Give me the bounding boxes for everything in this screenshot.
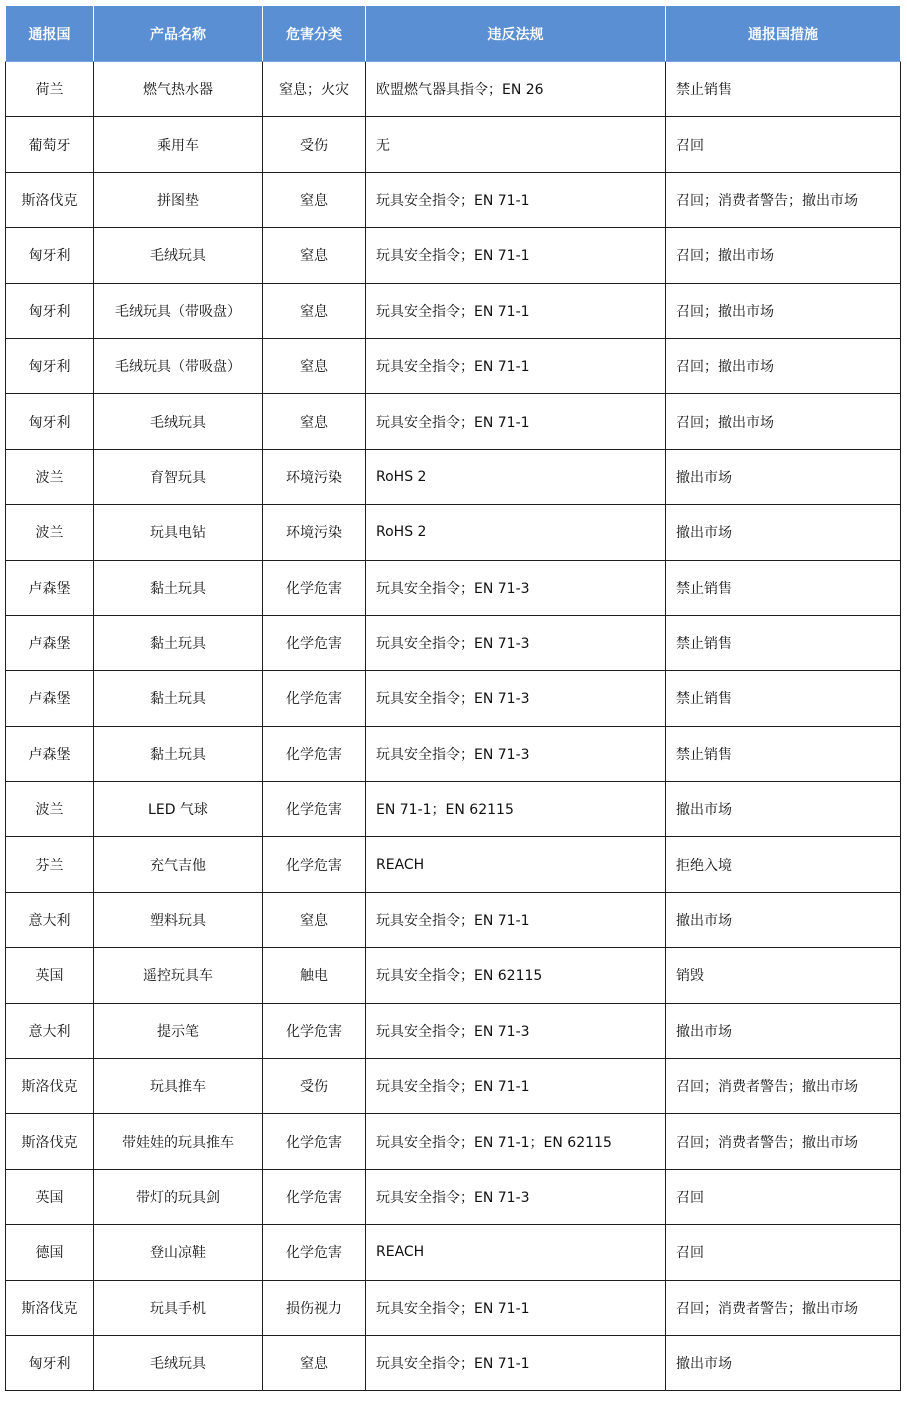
cell-country: 意大利 [6, 1003, 94, 1058]
cell-product-name: 育智玩具 [94, 449, 263, 504]
cell-product-name: 玩具推车 [94, 1059, 263, 1114]
cell-measures: 召回；撤出市场 [666, 394, 901, 449]
cell-product-name: 燃气热水器 [94, 62, 263, 117]
cell-country: 匈牙利 [6, 283, 94, 338]
cell-country: 葡萄牙 [6, 117, 94, 172]
cell-measures: 禁止销售 [666, 560, 901, 615]
cell-country: 芬兰 [6, 837, 94, 892]
cell-violated-regulation: 玩具安全指令；EN 62115 [366, 948, 666, 1003]
cell-product-name: 毛绒玩具（带吸盘） [94, 338, 263, 393]
cell-measures: 撤出市场 [666, 505, 901, 560]
cell-hazard-category: 环境污染 [263, 449, 366, 504]
cell-country: 波兰 [6, 505, 94, 560]
table-row [6, 62, 901, 117]
cell-measures: 召回 [666, 1225, 901, 1280]
cell-product-name: 充气吉他 [94, 837, 263, 892]
cell-violated-regulation: RoHS 2 [366, 505, 666, 560]
cell-product-name: 毛绒玩具 [94, 394, 263, 449]
cell-hazard-category: 窒息 [263, 228, 366, 283]
table-row [6, 837, 901, 892]
table-row [6, 1003, 901, 1058]
cell-measures: 销毁 [666, 948, 901, 1003]
cell-hazard-category: 化学危害 [263, 560, 366, 615]
cell-product-name: 遥控玩具车 [94, 948, 263, 1003]
cell-hazard-category: 受伤 [263, 117, 366, 172]
table-row [6, 228, 901, 283]
cell-product-name: 登山凉鞋 [94, 1225, 263, 1280]
cell-hazard-category: 窒息 [263, 1335, 366, 1390]
cell-measures: 召回；撤出市场 [666, 338, 901, 393]
cell-country: 卢森堡 [6, 615, 94, 670]
cell-product-name: 乘用车 [94, 117, 263, 172]
notification-table [5, 5, 901, 1391]
cell-violated-regulation: 玩具安全指令；EN 71-1 [366, 172, 666, 227]
table-row [6, 172, 901, 227]
cell-measures: 召回；消费者警告；撤出市场 [666, 172, 901, 227]
cell-violated-regulation: 玩具安全指令；EN 71-3 [366, 671, 666, 726]
cell-measures: 撤出市场 [666, 1003, 901, 1058]
cell-hazard-category: 触电 [263, 948, 366, 1003]
cell-country: 德国 [6, 1225, 94, 1280]
cell-measures: 禁止销售 [666, 615, 901, 670]
cell-country: 卢森堡 [6, 726, 94, 781]
table-row [6, 117, 901, 172]
cell-country: 意大利 [6, 892, 94, 947]
cell-country: 英国 [6, 1169, 94, 1224]
cell-country: 波兰 [6, 449, 94, 504]
cell-hazard-category: 窒息 [263, 892, 366, 947]
table-row [6, 1335, 901, 1390]
cell-violated-regulation: 玩具安全指令；EN 71-1 [366, 892, 666, 947]
notification-table-container [5, 5, 900, 1391]
header-product-name: 产品名称 [94, 6, 263, 62]
cell-measures: 撤出市场 [666, 892, 901, 947]
cell-measures: 召回；消费者警告；撤出市场 [666, 1114, 901, 1169]
cell-measures: 召回；消费者警告；撤出市场 [666, 1059, 901, 1114]
cell-hazard-category: 化学危害 [263, 1225, 366, 1280]
cell-product-name: 塑料玩具 [94, 892, 263, 947]
cell-violated-regulation: 玩具安全指令；EN 71-1 [366, 1335, 666, 1390]
cell-violated-regulation: 玩具安全指令；EN 71-1 [366, 283, 666, 338]
cell-country: 斯洛伐克 [6, 1280, 94, 1335]
table-row [6, 726, 901, 781]
cell-measures: 召回；消费者警告；撤出市场 [666, 1280, 901, 1335]
cell-violated-regulation: 玩具安全指令；EN 71-1；EN 62115 [366, 1114, 666, 1169]
header-measures: 通报国措施 [666, 6, 901, 62]
table-header [6, 6, 901, 62]
cell-country: 卢森堡 [6, 671, 94, 726]
cell-hazard-category: 化学危害 [263, 1003, 366, 1058]
cell-measures: 禁止销售 [666, 671, 901, 726]
cell-violated-regulation: 玩具安全指令；EN 71-3 [366, 560, 666, 615]
table-row [6, 1169, 901, 1224]
cell-violated-regulation: 玩具安全指令；EN 71-3 [366, 726, 666, 781]
cell-product-name: 黏土玩具 [94, 615, 263, 670]
cell-violated-regulation: 玩具安全指令；EN 71-3 [366, 615, 666, 670]
cell-product-name: 黏土玩具 [94, 671, 263, 726]
cell-country: 匈牙利 [6, 338, 94, 393]
cell-hazard-category: 环境污染 [263, 505, 366, 560]
table-row [6, 892, 901, 947]
cell-measures: 召回 [666, 1169, 901, 1224]
table-row [6, 615, 901, 670]
cell-country: 匈牙利 [6, 228, 94, 283]
table-row [6, 782, 901, 837]
header-country: 通报国 [6, 6, 94, 62]
table-row [6, 505, 901, 560]
header-violated-regulation: 违反法规 [366, 6, 666, 62]
cell-violated-regulation: 玩具安全指令；EN 71-1 [366, 1280, 666, 1335]
cell-country: 卢森堡 [6, 560, 94, 615]
cell-violated-regulation: 玩具安全指令；EN 71-1 [366, 1059, 666, 1114]
table-row [6, 1225, 901, 1280]
cell-violated-regulation: 玩具安全指令；EN 71-3 [366, 1169, 666, 1224]
cell-product-name: 提示笔 [94, 1003, 263, 1058]
cell-hazard-category: 化学危害 [263, 726, 366, 781]
cell-hazard-category: 化学危害 [263, 615, 366, 670]
table-body [6, 62, 901, 1391]
cell-country: 斯洛伐克 [6, 172, 94, 227]
cell-violated-regulation: 玩具安全指令；EN 71-3 [366, 1003, 666, 1058]
cell-country: 波兰 [6, 782, 94, 837]
cell-violated-regulation: 欧盟燃气器具指令；EN 26 [366, 62, 666, 117]
cell-product-name: 毛绒玩具 [94, 228, 263, 283]
cell-hazard-category: 窒息 [263, 394, 366, 449]
cell-hazard-category: 窒息；火灾 [263, 62, 366, 117]
cell-hazard-category: 窒息 [263, 172, 366, 227]
cell-product-name: 玩具电钻 [94, 505, 263, 560]
cell-measures: 撤出市场 [666, 782, 901, 837]
cell-violated-regulation: 玩具安全指令；EN 71-1 [366, 228, 666, 283]
cell-hazard-category: 化学危害 [263, 782, 366, 837]
table-row [6, 671, 901, 726]
cell-country: 匈牙利 [6, 394, 94, 449]
cell-measures: 禁止销售 [666, 62, 901, 117]
cell-violated-regulation: 无 [366, 117, 666, 172]
cell-violated-regulation: REACH [366, 837, 666, 892]
table-row [6, 394, 901, 449]
cell-hazard-category: 化学危害 [263, 1114, 366, 1169]
cell-hazard-category: 化学危害 [263, 1169, 366, 1224]
cell-measures: 召回；撤出市场 [666, 283, 901, 338]
cell-violated-regulation: RoHS 2 [366, 449, 666, 504]
cell-measures: 召回；撤出市场 [666, 228, 901, 283]
cell-measures: 撤出市场 [666, 1335, 901, 1390]
cell-country: 斯洛伐克 [6, 1114, 94, 1169]
cell-measures: 召回 [666, 117, 901, 172]
table-row [6, 948, 901, 1003]
cell-product-name: 黏土玩具 [94, 560, 263, 615]
table-row [6, 338, 901, 393]
cell-product-name: LED 气球 [94, 782, 263, 837]
cell-country: 荷兰 [6, 62, 94, 117]
cell-measures: 撤出市场 [666, 449, 901, 504]
table-row [6, 1114, 901, 1169]
cell-measures: 禁止销售 [666, 726, 901, 781]
cell-product-name: 玩具手机 [94, 1280, 263, 1335]
cell-product-name: 黏土玩具 [94, 726, 263, 781]
cell-hazard-category: 窒息 [263, 338, 366, 393]
table-row [6, 449, 901, 504]
header-hazard-category: 危害分类 [263, 6, 366, 62]
cell-product-name: 毛绒玩具 [94, 1335, 263, 1390]
header-row [6, 6, 901, 62]
cell-violated-regulation: EN 71-1；EN 62115 [366, 782, 666, 837]
cell-hazard-category: 化学危害 [263, 837, 366, 892]
cell-hazard-category: 窒息 [263, 283, 366, 338]
cell-violated-regulation: REACH [366, 1225, 666, 1280]
cell-country: 斯洛伐克 [6, 1059, 94, 1114]
cell-product-name: 毛绒玩具（带吸盘） [94, 283, 263, 338]
cell-country: 匈牙利 [6, 1335, 94, 1390]
cell-violated-regulation: 玩具安全指令；EN 71-1 [366, 338, 666, 393]
cell-country: 英国 [6, 948, 94, 1003]
table-row [6, 1059, 901, 1114]
cell-product-name: 拼图垫 [94, 172, 263, 227]
cell-measures: 拒绝入境 [666, 837, 901, 892]
table-row [6, 283, 901, 338]
table-row [6, 1280, 901, 1335]
cell-hazard-category: 化学危害 [263, 671, 366, 726]
cell-violated-regulation: 玩具安全指令；EN 71-1 [366, 394, 666, 449]
cell-product-name: 带灯的玩具剑 [94, 1169, 263, 1224]
cell-hazard-category: 损伤视力 [263, 1280, 366, 1335]
cell-product-name: 带娃娃的玩具推车 [94, 1114, 263, 1169]
cell-hazard-category: 受伤 [263, 1059, 366, 1114]
table-row [6, 560, 901, 615]
